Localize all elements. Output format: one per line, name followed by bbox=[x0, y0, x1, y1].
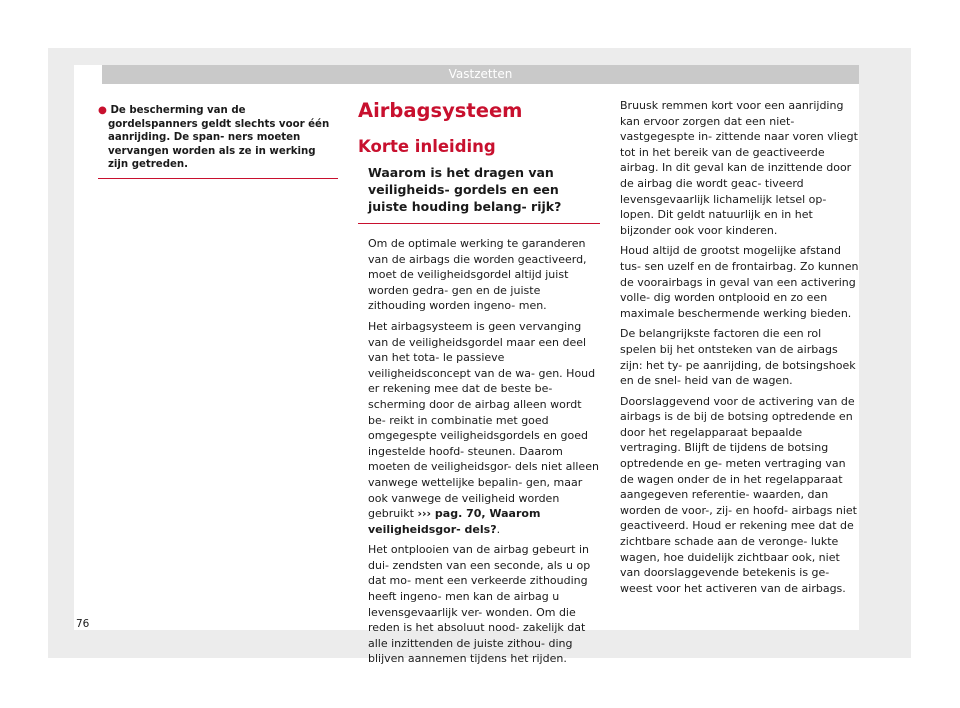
notice-body: De bescherming van de gordelspanners geldt slechts voor één aanrijding. De span- ners moeten vervangen worden als ze in werking zijn getreden. bbox=[108, 105, 330, 171]
paragraph: Het ontplooien van de airbag gebeurt in dui- zendsten van een seconde, als u op dat mo- ment een verkeerde zithouding heeft ingeno- men kan de airbag u levensgevaarlijk ver- wonden. Om die reden is het absoluut nood- zakelijk dat alle inzittenden de juiste zithou- ding blijven aannemen tijdens het rijden. bbox=[368, 543, 591, 666]
paragraph: Doorslaggevend voor de activering van de airbags is de bij de botsing optredende en door het regelapparaat bepaalde vertraging. Blijft de tijdens de botsing optredende en ge- meten vertraging van de wagen onder de in het regelapparaat aangegeven referentie- waarden, dan worden de voor-, zij- en hoofd- airbags niet geactiveerd. Houd er rekening mee dat de zichtbare schade aan de veronge- lukte wagen, hoe duidelijk zichtbaar ook, niet van doorslaggevende betekenis is ge- weest voor het activeren van de airbags. bbox=[620, 394, 857, 595]
paragraph: Houd altijd de grootst mogelijke afstand tus- sen uzelf en de frontairbag. Zo kunnen de voorairbags in geval van een activering volle- dig worden ontplooid en zo een maximale beschermende werking bieden. bbox=[620, 244, 859, 320]
middle-body bbox=[358, 236, 600, 667]
paragraph: Bruusk remmen kort voor een aanrijding kan ervoor zorgen dat een niet-vastgegespte in- zittende naar voren vliegt tot in het bereik van de geactiveerde airbag. In dit geval kan de inzittende door de airbag die wordt geac- tiveerd levensgevaarlijk lichamelijk letsel op- lopen. Dit geldt natuurlijk en in het bijzonder ook voor kinderen. bbox=[620, 99, 858, 237]
notice-text bbox=[98, 104, 338, 172]
left-column bbox=[98, 104, 338, 179]
page-number: 76 bbox=[76, 618, 90, 630]
paragraph: De belangrijkste factoren die een rol spelen bij het ontsteken van de airbags zijn: het ty- pe aanrijding, de botsingshoek en de snel- heid van de wagen. bbox=[620, 327, 856, 388]
question-box bbox=[358, 164, 600, 224]
page-header: Vastzetten bbox=[102, 65, 859, 84]
section-subtitle: Korte inleiding bbox=[358, 137, 496, 156]
section-title: Airbagsysteem bbox=[358, 99, 523, 122]
bullet-icon: ● bbox=[98, 105, 107, 116]
question-heading: Waarom is het dragen van veiligheids- gordels en een juiste houding belang- rijk? bbox=[368, 165, 562, 214]
middle-column bbox=[358, 98, 600, 672]
page-reference-link[interactable]: ››› pag. 70, Waarom veiligheidsgor- dels? bbox=[368, 507, 541, 536]
right-column bbox=[620, 98, 860, 601]
paragraph-text: . bbox=[496, 522, 501, 536]
paragraph-text: Het airbagsysteem is geen vervanging van de veiligheidsgordel maar een deel van het tota- le passieve veiligheidsconcept van de wa- gen. Houd er rekening mee dat de beste be- scherming door de airbag alleen wordt be- reikt in combinatie met goed omgegespte veiligheidsgordels en goed ingestelde hoofd- steunen. Daarom moeten de veiligheidsgor- dels niet alleen vanwege wettelijke bepalin- gen, maar ook vanwege de veiligheid worden gebruikt bbox=[368, 319, 599, 521]
paragraph: Om de optimale werking te garanderen van de airbags die worden geactiveerd, moet de veiligheidsgordel altijd juist worden gedra- gen en de juiste zithouding worden ingeno- men. bbox=[368, 237, 587, 313]
notice-box bbox=[98, 104, 338, 179]
paragraph bbox=[368, 319, 600, 537]
